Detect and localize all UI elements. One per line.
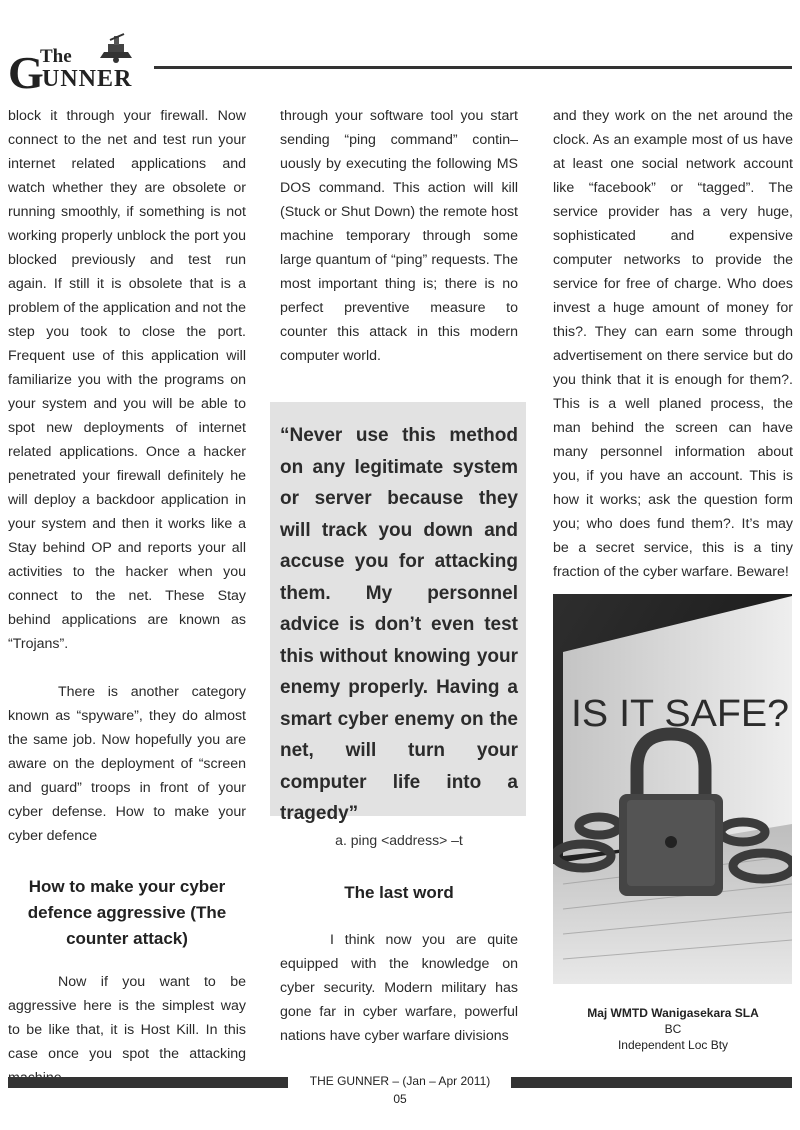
footer-bar-right [511, 1077, 792, 1088]
header-rule [154, 66, 792, 69]
gunner-logo [8, 30, 158, 98]
gun-emblem-icon [94, 30, 138, 64]
pull-quote: “Never use this method on any legitimate system or server because they will track you down and accuse you for attacking them. My personnel advice is don’t even test this without knowing your enemy properly. Having a smart cyber enemy on the net, will turn your computer life into a tragedy” [270, 402, 526, 816]
paragraph: Now if you want to be aggressive here is the simplest way to be like that, it is Host Kill. In this case once you spot the attacking [8, 974, 246, 1062]
logo-name-text: UNNER [42, 66, 133, 92]
page-footer [290, 1072, 510, 1108]
last-word-section [280, 880, 518, 1048]
column-3 [553, 104, 793, 584]
author-location: Independent Loc Bty [617, 1038, 729, 1052]
author-name: Maj WMTD Wanigasekara SLA [587, 1006, 759, 1020]
column-1 [8, 104, 246, 1090]
logo-initial: G [8, 47, 44, 98]
paragraph: block it through your firewall. Now connect to the net and test run your internet related applications and watch whether they are obsolete or running smoothly, if something is not working properly unblock the port you blocked previously and test run again. If still it is obsolete that is a problem of the application and not the step you took to close the port. Frequent use of this application will familiarize you with the programs on your system and you will be able to spot new deployments of internet related applications. Once a hacker penetrated your firewall definitely he will deploy a backdoor application in your system and then it works like a Stay behind OP and reports your all activities to the hacker when you connect to the net. These Stay behind applications are known as “Trojans”. [8, 108, 246, 652]
page-number: 05 [393, 1092, 407, 1106]
subheading-last-word: The last word [344, 883, 454, 902]
masthead [8, 30, 792, 98]
publication-name: THE GUNNER – (Jan – Apr 2011) [309, 1074, 491, 1088]
column-2 [280, 104, 518, 368]
footer-bar-left [8, 1077, 288, 1088]
logo-the-text: The [40, 46, 72, 67]
ping-command: a. ping <address> –t [335, 832, 463, 848]
photo-caption-text: IS IT SAFE? [571, 693, 789, 735]
subheading-counter-attack: How to make your cyber defence aggressive (The counter attack) [27, 877, 227, 948]
paragraph: I think now you are quite equipped with the knowledge on cyber security. Modern military has gone far in cyber warfare, powerful nations have cyber warfare divisions [280, 932, 518, 1044]
paragraph: through your software tool you start sending “ping command” contin–uously by executing the following MS DOS command. This action will kill (Stuck or Shut Down) the remote host machine temporary through some large quantum of “ping” requests. The most important thing is; there is no perfect preventive measure to counter this attack in this modern computer world. [280, 108, 518, 364]
author-unit: BC [664, 1022, 682, 1036]
paragraph: There is another category known as “spyware”, they do almost the same job. Now hopefully you are aware on the deployment of “screen and guard” troops in front of your cyber defense. How to make your cyber defence [8, 684, 246, 844]
author-byline [553, 1005, 793, 1053]
paragraph: and they work on the net around the clock. As an example most of us have at least one social network account like “facebook” or “tagged”. The service provider has a very huge, sophisticated and expensive computer networks to provide the service for free of charge. Who does invest a huge amount of money for this?. They can earn some through advertisement on there service but do you think that it is enough for them?. This is a well planed process, the man behind the screen can have many personnel information about you, if you have an account. This is how it works; ask the question form you; who does fund them?. It’s may be a secret service, this is a tiny fraction of the cyber warfare. Beware! [553, 108, 793, 580]
padlock-photo [553, 594, 792, 984]
